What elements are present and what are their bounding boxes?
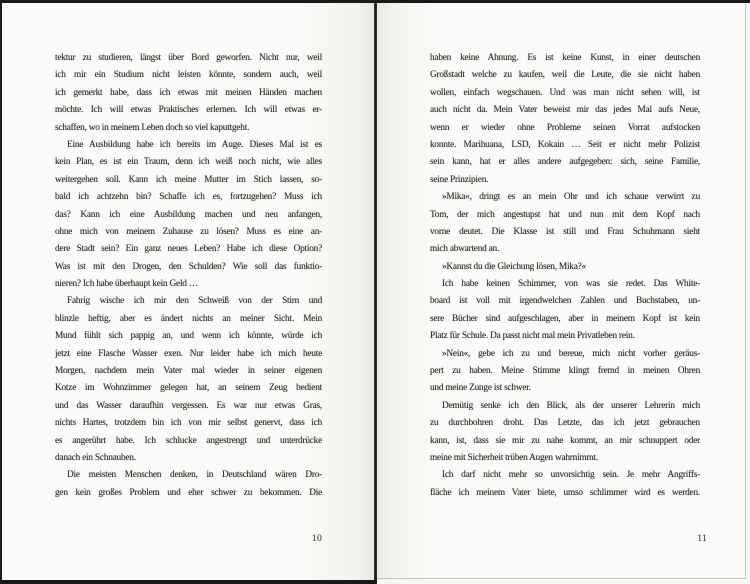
- right-page-text: [430, 50, 700, 502]
- text-line: und das Wasser daraufhin vergessen. Es war nur etwas Gras,: [55, 400, 322, 411]
- text-line: pert zu haben. Meine Stimme klingt fremd in meinen Ohren: [430, 366, 700, 377]
- text-line: kann, ist, dass sie mir zu nahe kommt, an mir schnuppert oder: [430, 435, 700, 446]
- text-line: weitergehen soll. Kann ich meine Mutter im Stich lassen, so-: [55, 174, 322, 185]
- text-line: Kotze im Wohnzimmer gelegen hat, an seinem Zeug bedient: [55, 383, 322, 394]
- text-line: zu durchbohren droht. Das Letzte, das ich jetzt gebrauchen: [430, 418, 700, 429]
- text-line: sein kann, hat er alles andere aufgegeben: sich, seine Familie,: [430, 157, 700, 168]
- text-line: meine mit Sicherheit trüben Augen wahrnimmt.: [430, 452, 598, 463]
- left-page: [2, 3, 374, 580]
- text-line: ich gemerkt habe, dass ich etwas mit meinen Händen machen: [55, 87, 322, 98]
- text-line: schaffen, wo in meinem Leben doch so viel kaputtgeht.: [55, 122, 250, 133]
- text-line: gen kein großes Problem und eher schwer zu bekommen. Die: [55, 487, 322, 498]
- text-line: jetzt eine Flasche Wasser exen. Nur leider habe ich mich heute: [55, 348, 322, 359]
- text-line: Platz für Schule. Da passt nicht mal mein Privatleben rein.: [430, 331, 635, 342]
- text-line: »Nein«, gebe ich zu und bereue, mich nicht vorher geräus-: [442, 348, 700, 359]
- text-line: »Kannst du die Gleichung lösen, Mika?«: [442, 261, 586, 272]
- text-line: Tom, der mich angestupst hat und nun mit dem Kopf nach: [430, 209, 700, 220]
- text-line: das? Kann ich eine Ausbildung machen und neu anfangen,: [55, 209, 322, 220]
- left-page-text: [55, 50, 322, 502]
- page-number-right: 11: [697, 534, 707, 544]
- text-line: Ich habe keinen Schimmer, von was sie redet. Das White-: [442, 279, 700, 290]
- text-line: bald ich achtzehn bin? Schaffe ich es, fortzugehen? Muss ich: [55, 192, 322, 203]
- text-line: es angerührt habe. Ich schlucke angestrengt und unterdrücke: [55, 435, 322, 446]
- text-line: konnte. Marihuana, LSD, Kokain … Seit er nicht mehr Polizist: [430, 139, 700, 150]
- text-line: tektur zu studieren, längst über Bord geworfen. Nicht nur, weil: [55, 53, 322, 63]
- text-line: Eine Ausbildung habe ich bereits im Auge. Dieses Mal ist es: [67, 139, 322, 150]
- text-line: ich mir ein Studium nicht leisten könnte, sondern auch, weil: [55, 70, 322, 81]
- text-line: vorne deutet. Die Klasse ist still und Frau Schuhmann sieht: [430, 226, 700, 237]
- text-line: blinzle heftig, aber es ändert nichts an meiner Sicht. Mein: [55, 313, 322, 324]
- text-line: und meine Zunge ist schwer.: [430, 383, 531, 394]
- text-line: Fahrig wische ich mir den Schweiß von der Stirn und: [67, 296, 322, 307]
- text-line: wollen, einfach wegschauen. Und was man nicht sehen will, ist: [430, 87, 700, 98]
- page-gutter: [374, 0, 377, 584]
- text-line: seine Prinzipien.: [430, 174, 489, 185]
- page-edge-bottom-right: [377, 578, 745, 579]
- text-line: Die meisten Menschen denken, in Deutschland wären Dro-: [67, 470, 322, 481]
- page-edge-right: [745, 3, 746, 579]
- photo-edge-left: [0, 0, 2, 584]
- page-number-left: 10: [311, 534, 322, 544]
- text-line: Was ist mit den Drogen, den Schulden? Wie soll das funktio-: [55, 261, 322, 272]
- photo-edge-bottom: [0, 580, 377, 584]
- text-line: möchte. Ich will etwas Praktisches erlernen. Ich will etwas er-: [55, 105, 322, 116]
- text-line: »Mika«, dringt es an mein Ohr und ich schaue verwirrt zu: [442, 192, 700, 203]
- text-line: sere Bücher sind aufgeschlagen, aber in meinem Kopf ist kein: [430, 313, 700, 324]
- text-line: kein Plan, es ist ein Traum, denn ich weiß noch nicht, wie alles: [55, 157, 322, 168]
- text-line: dere Stadt sein? Ein ganz neues Leben? Habe ich diese Option?: [55, 244, 322, 255]
- text-line: Ich darf nicht mehr so unvorsichtig sein. Je mehr Angriffs-: [442, 470, 700, 481]
- text-line: haben keine Ahnung. Es ist keine Kunst, in einer deutschen: [430, 53, 700, 63]
- text-line: fläche ich meinem Vater biete, umso schlimmer wird es werden.: [430, 487, 700, 498]
- text-line: Großstadt welche zu kaufen, weil die Leute, die sie nicht haben: [430, 70, 700, 81]
- text-line: nichts Hartes, trotzdem bin ich von mir selbst genervt, dass ich: [55, 418, 322, 429]
- text-line: auch nicht da. Mein Vater beweist mir das jedes Mal aufs Neue,: [430, 105, 700, 116]
- text-line: board ist voll mit irgendwelchen Zahlen und Buchstaben, un-: [430, 296, 700, 307]
- right-page: [377, 3, 745, 580]
- text-line: ohne mich von meinem Zuhause zu lösen? Muss es eine an-: [55, 226, 322, 237]
- text-line: mich abwartend an.: [430, 244, 500, 255]
- photo-edge-top: [0, 0, 750, 3]
- text-line: wenn er wieder ohne Probleme seinen Vorrat aufstocken: [430, 122, 700, 133]
- text-line: danach ein Schnauben.: [55, 452, 136, 463]
- text-line: Morgen, nachdem mein Vater mal wieder in seiner eigenen: [55, 366, 322, 377]
- text-line: nieren? Ich habe überhaupt kein Geld …: [55, 279, 198, 290]
- text-line: Demütig senke ich den Blick, als der unserer Lehrerin mich: [442, 400, 700, 411]
- text-line: Mund fühlt sich pappig an, und wenn ich könnte, würde ich: [55, 331, 322, 342]
